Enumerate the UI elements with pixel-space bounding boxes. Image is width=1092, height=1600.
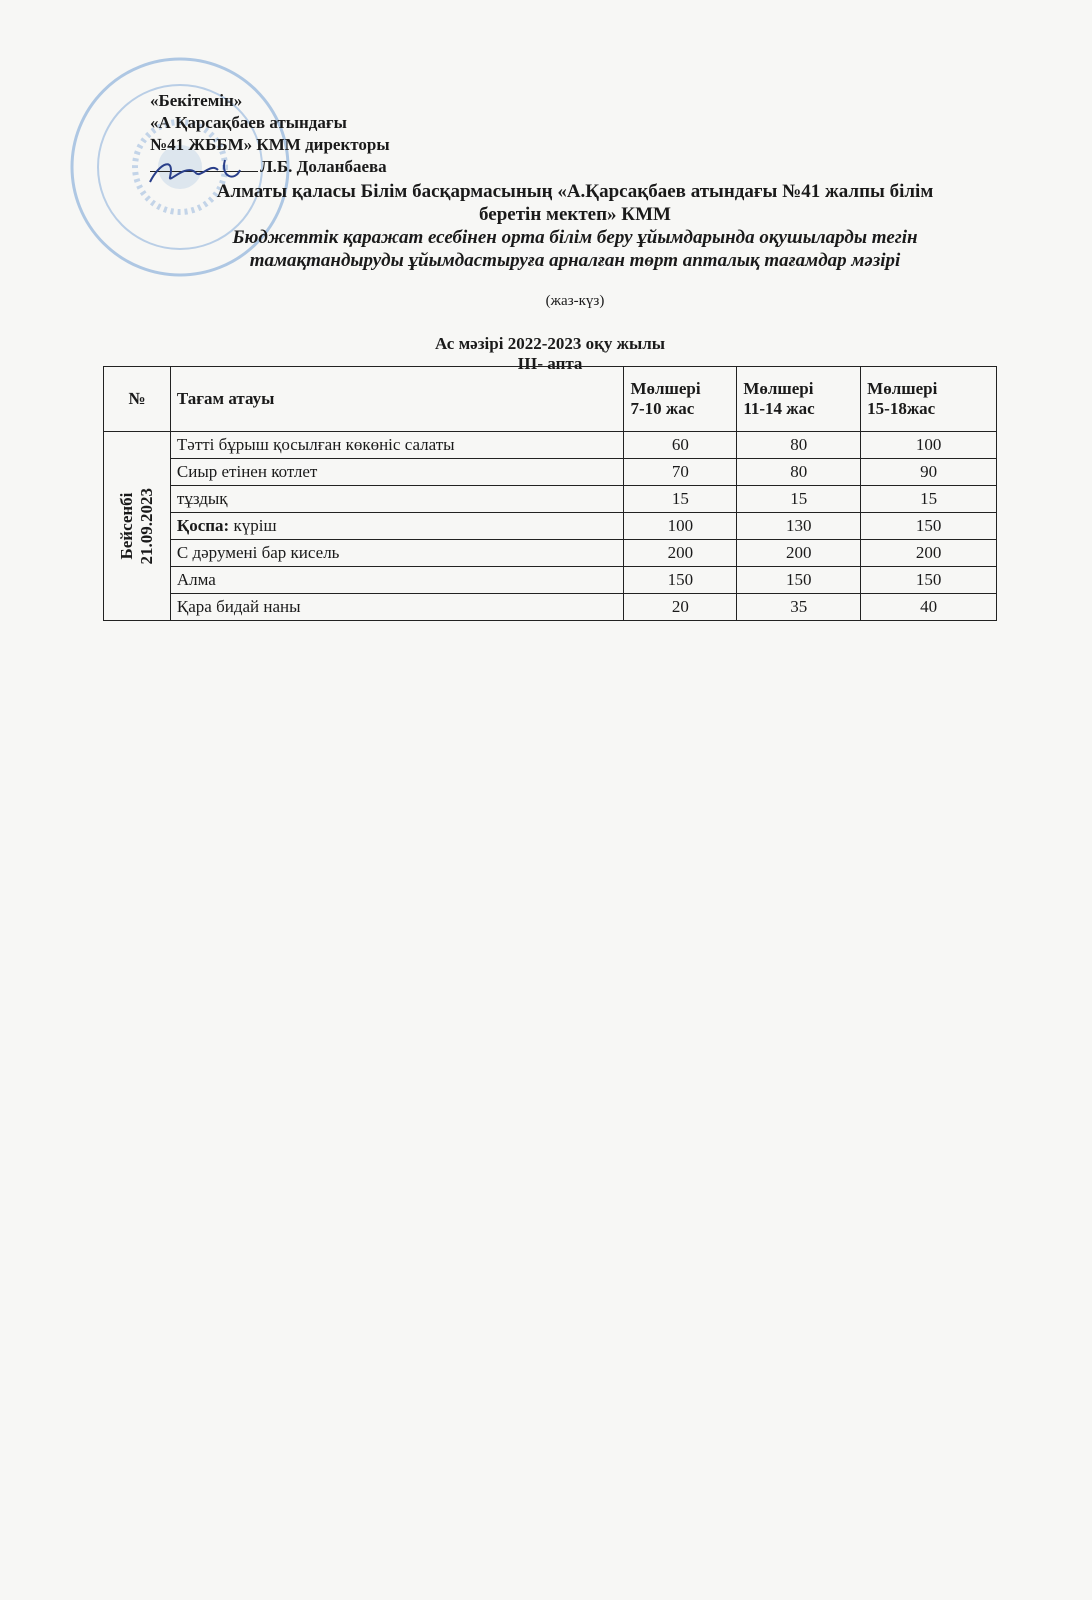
org-title-line-2: беретін мектеп» КММ xyxy=(479,204,671,225)
signer-name: Л.Б. Доланбаева xyxy=(260,157,387,176)
portion-v2: 80 xyxy=(737,459,861,486)
day-name: Бейсенбі xyxy=(116,492,136,560)
dish-name xyxy=(170,567,624,594)
dish-name-text: С дәрумені бар кисель xyxy=(176,543,340,562)
dish-name-text: Қара бидай наны xyxy=(176,597,301,616)
dish-name-text: Сиыр етінен котлет xyxy=(176,462,318,481)
portion-v3: 90 xyxy=(861,459,997,486)
approval-line-1: «Бекітемін» xyxy=(150,91,243,110)
table-row xyxy=(104,432,997,459)
approval-line-3: №41 ЖББМ» КММ директоры xyxy=(150,135,390,154)
menu-table xyxy=(103,366,997,621)
portion-v2: 15 xyxy=(737,486,861,513)
header-age-7-10: Мөлшері 7-10 жас xyxy=(624,367,737,432)
portion-v1: 15 xyxy=(624,486,737,513)
table-row xyxy=(104,540,997,567)
table-row xyxy=(104,486,997,513)
portion-v1: 200 xyxy=(624,540,737,567)
portion-v2: 150 xyxy=(737,567,861,594)
dish-name-text: Тәтті бұрыш қосылған көкөніс салаты xyxy=(176,435,455,454)
org-title xyxy=(110,180,1040,226)
header-age-15-18: Мөлшері 15-18жас xyxy=(861,367,997,432)
portion-v3: 150 xyxy=(861,513,997,540)
dish-name xyxy=(170,540,624,567)
portion-v2: 80 xyxy=(737,432,861,459)
subtitle-line-2: тамақтандыруды ұйымдастыруға арналған төрт апталық тағамдар мәзірі xyxy=(249,250,901,271)
portion-v1: 70 xyxy=(624,459,737,486)
menu-subtitle xyxy=(110,226,1040,272)
org-title-line-1: Алматы қаласы Білім басқармасының «А.Қарсақбаев атындағы №41 жалпы білім xyxy=(216,181,934,202)
dish-name-text: тұздық xyxy=(176,489,228,508)
dish-name-prefix: Қоспа: xyxy=(176,516,230,535)
table-row xyxy=(104,513,997,540)
table-header-row xyxy=(104,367,997,432)
dish-name xyxy=(170,432,624,459)
portion-v1: 20 xyxy=(624,594,737,621)
dish-name xyxy=(170,459,624,486)
portion-v3: 200 xyxy=(861,540,997,567)
portion-v2: 200 xyxy=(737,540,861,567)
portion-v2: 130 xyxy=(737,513,861,540)
header-name: Тағам атауы xyxy=(170,367,624,432)
season: (жаз-күз) xyxy=(545,293,605,309)
portion-v3: 40 xyxy=(861,594,997,621)
table-row xyxy=(104,594,997,621)
day-date-cell xyxy=(104,432,171,621)
dish-name-text: Алма xyxy=(176,570,216,589)
menu-year: Ас мәзірі 2022-2023 оқу жылы xyxy=(434,334,666,353)
dish-name xyxy=(170,486,624,513)
dish-name xyxy=(170,594,624,621)
dish-name-text: күріш xyxy=(229,516,277,535)
portion-v3: 150 xyxy=(861,567,997,594)
portion-v3: 15 xyxy=(861,486,997,513)
approval-line-2: «А Қарсақбаев атындағы xyxy=(150,113,347,132)
week-label: ІІІ- апта xyxy=(517,354,583,373)
header-age-11-14: Мөлшері 11-14 жас xyxy=(737,367,861,432)
table-row xyxy=(104,567,997,594)
header-num: № xyxy=(104,367,171,432)
portion-v1: 150 xyxy=(624,567,737,594)
subtitle-line-1: Бюджеттік қаражат есебінен орта білім беру ұйымдарында оқушыларды тегін xyxy=(232,227,918,248)
portion-v2: 35 xyxy=(737,594,861,621)
portion-v3: 100 xyxy=(861,432,997,459)
table-row xyxy=(104,459,997,486)
portion-v1: 60 xyxy=(624,432,737,459)
dish-name xyxy=(170,513,624,540)
date: 21.09.2023 xyxy=(136,487,156,565)
portion-v1: 100 xyxy=(624,513,737,540)
